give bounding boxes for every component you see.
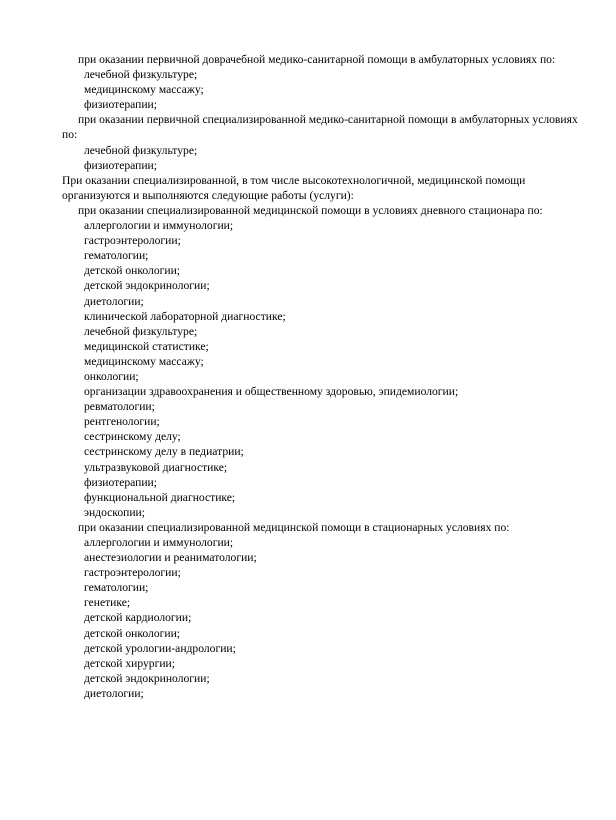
list-item: лечебной физкультуре; xyxy=(84,324,198,338)
list-item: рентгенологии; xyxy=(84,415,160,429)
list-item: анестезиологии и реаниматологии; xyxy=(84,551,257,565)
list-item: клинической лабораторной диагностике; xyxy=(84,309,286,323)
list-item: генетике; xyxy=(84,596,131,610)
list-item: физиотерапии; xyxy=(84,98,157,112)
list-item: диетологии; xyxy=(84,686,144,700)
list-item: медицинскому массажу; xyxy=(84,354,204,368)
section-heading-inpatient: при оказании специализированной медицинской помощи в стационарных условиях по: xyxy=(78,520,510,534)
list-item: детской онкологии; xyxy=(84,626,180,640)
list-item: физиотерапии; xyxy=(84,475,157,489)
list-item: детской онкологии; xyxy=(84,264,180,278)
list-item: детской кардиологии; xyxy=(84,611,192,625)
list-item: сестринскому делу в педиатрии; xyxy=(84,445,244,459)
list-item: детской хирургии; xyxy=(84,656,175,670)
document-page xyxy=(62,52,582,701)
list-item: онкологии; xyxy=(84,369,139,383)
list-item: медицинской статистике; xyxy=(84,339,209,353)
list-item: гастроэнтерологии; xyxy=(84,234,181,248)
list-item: физиотерапии; xyxy=(84,158,157,172)
paragraph-primary-specialized: при оказании первичной специализированной медико-санитарной помощи в амбулаторных условиях по: xyxy=(62,113,578,142)
list-item: детской эндокринологии; xyxy=(84,671,210,685)
list-item: лечебной физкультуре; xyxy=(84,143,198,157)
paragraph-specialized-care: При оказании специализированной, в том числе высокотехнологичной, медицинской помощи организуются и выполняются следующие работы (услуги): xyxy=(62,173,526,202)
list-item: детской урологии-андрологии; xyxy=(84,641,236,655)
list-item: диетологии; xyxy=(84,294,144,308)
list-item: гастроэнтерологии; xyxy=(84,566,181,580)
list-item: эндоскопии; xyxy=(84,505,145,519)
list-item: аллергологии и иммунологии; xyxy=(84,536,234,549)
list-item: сестринскому делу; xyxy=(84,430,181,444)
list-item: медицинскому массажу; xyxy=(84,83,204,97)
list-item: организации здравоохранения и общественному здоровью, эпидемиологии; xyxy=(84,385,459,399)
list-item: аллергологии и иммунологии; xyxy=(84,219,234,233)
list-item: ревматологии; xyxy=(84,400,155,414)
list-item: гематологии; xyxy=(84,249,149,263)
list-item: детской эндокринологии; xyxy=(84,279,210,293)
list-item: лечебной физкультуре; xyxy=(84,68,198,82)
list-item: гематологии; xyxy=(84,581,149,595)
paragraph-primary-prehospital: при оказании первичной доврачебной медико-санитарной помощи в амбулаторных условиях по: xyxy=(78,53,556,66)
section-heading-day-hospital: при оказании специализированной медицинской помощи в условиях дневного стационара по: xyxy=(78,203,543,217)
list-item: функциональной диагностике; xyxy=(84,490,236,504)
list-item: ультразвуковой диагностике; xyxy=(84,460,228,474)
